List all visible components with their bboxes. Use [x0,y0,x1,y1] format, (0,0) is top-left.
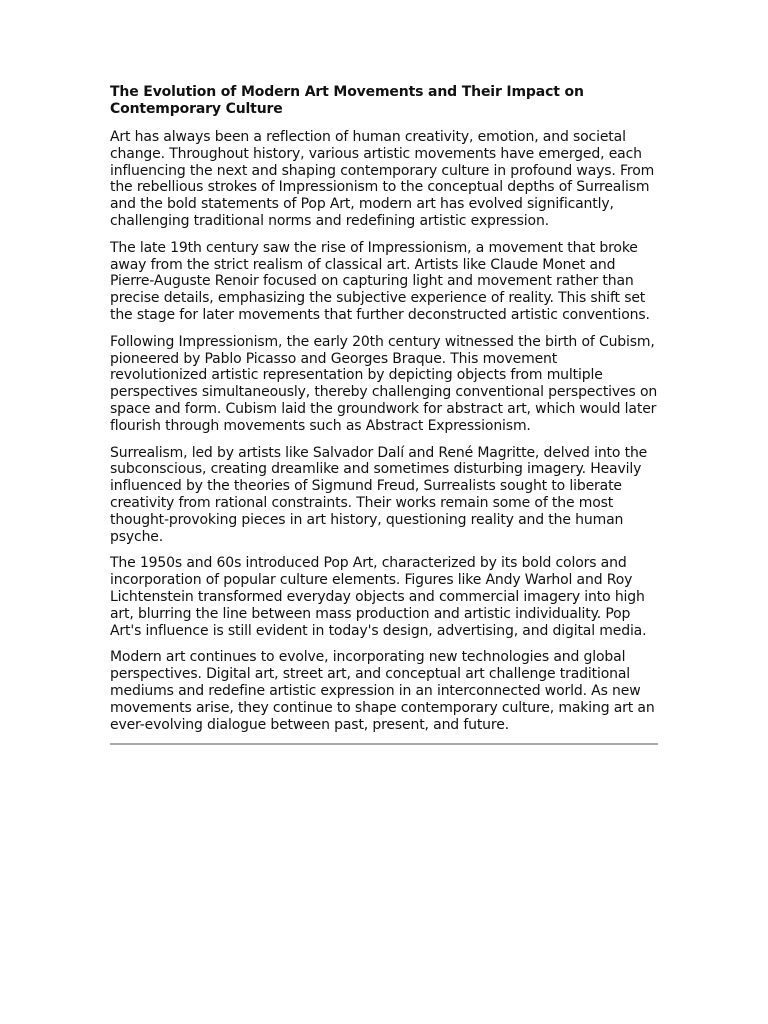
paragraph-cubism: Following Impressionism, the early 20th century witnessed the birth of Cubism, pioneered by Pablo Picasso and Georges Braque. This movement revolutionized artistic representation by depicting objects from multiple perspectives simultaneously, thereby challenging conventional perspectives on space and form. Cubism laid the groundwork for abstract art, which would later flourish through movements such as Abstract Expressionism. [110,333,658,434]
paragraph-surrealism: Surrealism, led by artists like Salvador Dalí and René Magritte, delved into the subconscious, creating dreamlike and sometimes disturbing imagery. Heavily influenced by the theories of Sigmund Freud, Surrealists sought to liberate creativity from rational constraints. Their works remain some of the most thought-provoking pieces in art history, questioning reality and the human psyche. [110,444,648,545]
paragraph-modern-art: Modern art continues to evolve, incorporating new technologies and global perspectives. Digital art, street art, and conceptual art challenge traditional mediums and redefine artistic expression in an interconnected world. As new movements arise, they continue to shape contemporary culture, making art an ever-evolving dialogue between past, present, and future. [110,649,655,733]
document-page [110,84,658,745]
horizontal-divider [110,743,658,745]
paragraph-pop-art: The 1950s and 60s introduced Pop Art, characterized by its bold colors and incorporation of popular culture elements. Figures like Andy Warhol and Roy Lichtenstein transformed everyday objects and commercial imagery into high art, blurring the line between mass production and artistic individuality. Pop Art's influence is still evident in today's design, advertising, and digital media. [110,555,647,639]
paragraph-impressionism: The late 19th century saw the rise of Impressionism, a movement that broke away from the strict realism of classical art. Artists like Claude Monet and Pierre-Auguste Renoir focused on capturing light and movement rather than precise details, emphasizing the subjective experience of reality. This shift set the stage for later movements that further deconstructed artistic conventions. [110,239,650,323]
document-title: The Evolution of Modern Art Movements and Their Impact on Contemporary Culture [110,84,584,117]
paragraph-introduction: Art has always been a reflection of human creativity, emotion, and societal change. Throughout history, various artistic movements have emerged, each influencing the next and shaping contemporary culture in profound ways. From the rebellious strokes of Impressionism to the conceptual depths of Surrealism and the bold statements of Pop Art, modern art has evolved significantly, challenging traditional norms and redefining artistic expression. [110,129,655,229]
